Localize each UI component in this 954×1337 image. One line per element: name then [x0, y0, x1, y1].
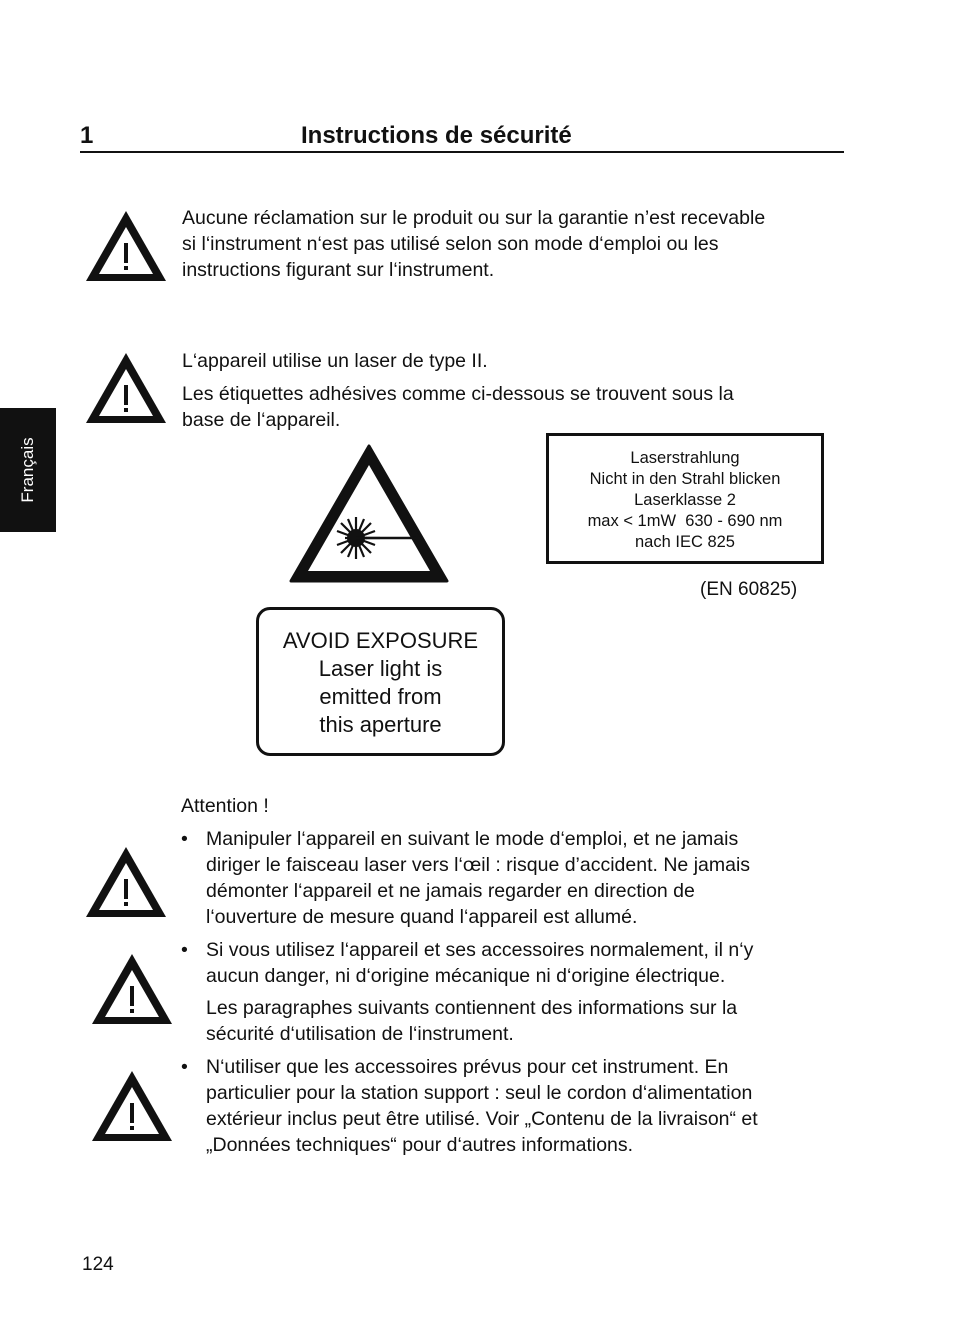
text-line: diriger le faisceau laser vers l‘œil : risque d’accident. Ne jamais: [206, 854, 751, 876]
text-line: „Données techniques“ pour d‘autres informations.: [206, 1134, 634, 1156]
laser-type-text: L‘appareil utilise un laser de type II.: [182, 350, 488, 372]
text-line: Manipuler l‘appareil en suivant le mode d‘emploi, et ne jamais: [206, 828, 739, 850]
label-line: Laserklasse 2: [634, 491, 736, 509]
label-location-text: [182, 381, 734, 433]
laser-hazard-icon: [288, 443, 450, 585]
aperture-warning-label: [256, 607, 505, 756]
attention-heading: Attention !: [181, 795, 269, 817]
warning-triangle-icon: [90, 951, 174, 1027]
text-line: N‘utiliser que les accessoires prévus pour cet instrument. En: [206, 1056, 729, 1078]
text-line: Les paragraphes suivants contiennent des informations sur la: [206, 997, 738, 1019]
text-line: si l‘instrument n‘est pas utilisé selon son mode d‘emploi ou les: [182, 233, 719, 255]
text-line: sécurité d‘utilisation de l‘instrument.: [206, 1023, 514, 1045]
label-line: max < 1mW 630 - 690 nm: [587, 512, 783, 530]
label-line: this aperture: [319, 712, 442, 737]
label-line: Laserstrahlung: [630, 449, 740, 467]
laser-class-label: [546, 433, 824, 564]
warning-triangle-icon: [84, 350, 168, 426]
label-line: Nicht in den Strahl blicken: [589, 470, 781, 488]
warning-triangle-icon: [90, 1068, 174, 1144]
label-line: Laser light is: [318, 656, 443, 681]
text-line: instructions figurant sur l‘instrument.: [182, 259, 495, 281]
text-line: base de l‘appareil.: [182, 409, 341, 431]
text-line: l‘ouverture de mesure quand l‘appareil est allumé.: [206, 906, 638, 928]
label-line: AVOID EXPOSURE: [282, 628, 479, 653]
header-divider: [80, 151, 844, 153]
bullet-marker: •: [181, 828, 188, 850]
warning-triangle-icon: [84, 208, 168, 284]
language-tab: [0, 408, 56, 532]
text-line: particulier pour la station support : seul le cordon d‘alimentation: [206, 1082, 753, 1104]
text-line: Aucune réclamation sur le produit ou sur la garantie n’est recevable: [182, 207, 766, 229]
text-line: aucun danger, ni d‘origine mécanique ni d‘origine électrique.: [206, 965, 726, 987]
text-line: extérieur inclus peut être utilisé. Voir „Contenu de la livraison“ et: [206, 1108, 758, 1130]
bullet-normal-use-text: [206, 937, 753, 989]
warranty-warning-text: [182, 205, 765, 283]
bullet-marker: •: [181, 939, 188, 961]
standard-reference: (EN 60825): [700, 579, 798, 600]
safety-info-text: [206, 995, 737, 1047]
section-number: 1: [80, 122, 94, 149]
label-line: emitted from: [319, 684, 442, 709]
bullet-handling-text: [206, 826, 750, 930]
label-line: nach IEC 825: [635, 533, 735, 551]
bullet-accessories-text: [206, 1054, 758, 1158]
bullet-marker: •: [181, 1056, 188, 1078]
text-line: démonter l‘appareil et ne jamais regarder en direction de: [206, 880, 695, 902]
language-tab-label: Français: [18, 437, 37, 503]
text-line: Si vous utilisez l‘appareil et ses accessoires normalement, il n‘y: [206, 939, 754, 961]
text-line: Les étiquettes adhésives comme ci-dessous se trouvent sous la: [182, 383, 734, 405]
page-number: 124: [82, 1254, 114, 1275]
warning-triangle-icon: [84, 844, 168, 920]
section-title: Instructions de sécurité: [301, 122, 572, 149]
